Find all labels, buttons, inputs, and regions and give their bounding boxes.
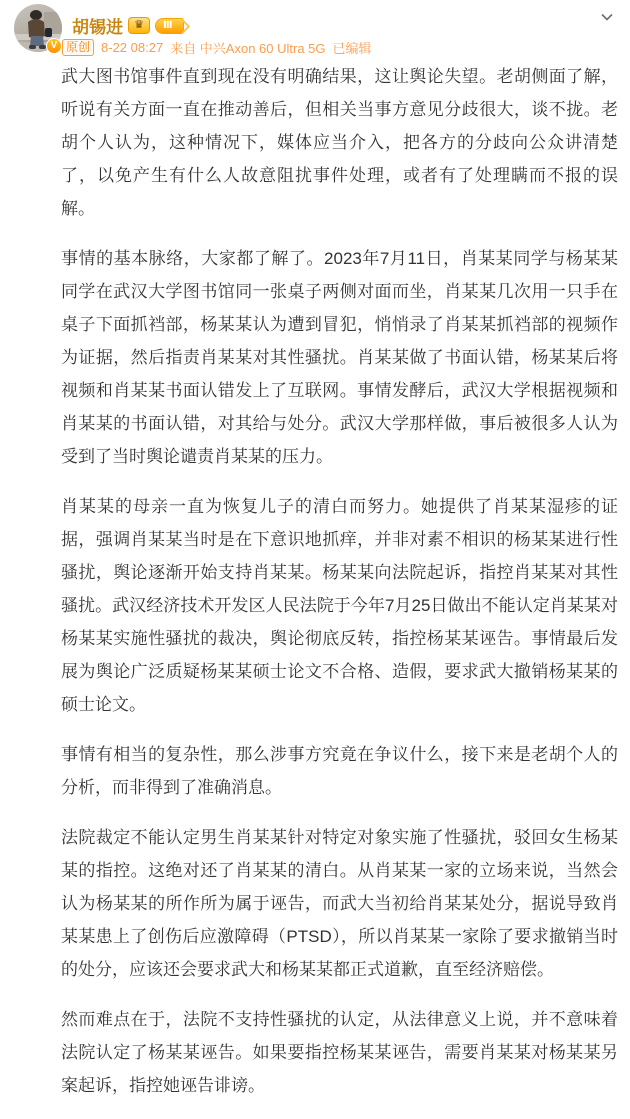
name-row — [72, 13, 184, 38]
post-header — [0, 0, 630, 62]
chevron-down-icon[interactable] — [596, 6, 618, 28]
post-paragraph: 然而难点在于，法院不支持性骚扰的认定，从法律意义上说，并不意味着法院认定了杨某某诬告。如果要指控杨某某诬告，需要肖某某对杨某某另案起诉，指控她诬告诽谤。 — [61, 1010, 618, 1095]
post-paragraph: 武大图书馆事件直到现在没有明确结果，这让舆论失望。老胡侧面了解，听说有关方面一直在推动善后，但相关当事方意见分歧很大，谈不拢。老胡个人认为，这种情况下，媒体应当介入，把各方的分歧向公众讲清楚了，以免产生有什么人故意阻扰事件处理，或者有了处理瞒而不报的误解。 — [61, 67, 618, 218]
post-paragraph: 法院裁定不能认定男生肖某某针对特定对象实施了性骚扰，驳回女生杨某某的指控。这绝对还了肖某某的清白。从肖某某一家的立场来说，当然会认为杨某某的所作所为属于诬告，而武大当初给肖某某处分，据说导致肖某某患上了创伤后应激障碍（PTSD），所以肖某某一家除了要求撤销当时的处分，应该还会要求武大和杨某某都正式道歉，直至经济赔偿。 — [61, 828, 618, 979]
post-paragraph: 事情的基本脉络，大家都了解了。2023年7月11日，肖某某同学与杨某某同学在武汉大学图书馆同一张桌子两侧对面而坐，肖某某几次用一只手在桌子下面抓裆部，杨某某认为遭到冒犯，悄悄录了肖某某抓裆部的视频作为证据，然后指责肖某某对其性骚扰。肖某某做了书面认错，杨某某后将视频和肖某某书面认错发上了互联网。事情发酵后，武汉大学根据视频和肖某某的书面认错，对其给与处分。武汉大学那样做，事后被很多人认为受到了当时舆论谴责肖某某的压力。 — [61, 249, 618, 466]
post-body — [61, 60, 618, 1119]
username[interactable]: 胡锡进 — [72, 18, 123, 37]
vip-level-badge[interactable]: Ⅲ — [155, 18, 184, 34]
crown-member-icon[interactable]: ♛ — [128, 17, 150, 34]
edited-label[interactable]: 已编辑 — [332, 41, 372, 56]
verified-v-icon: V — [46, 38, 62, 54]
original-tag: 原创 — [62, 39, 94, 56]
meta-row — [62, 38, 372, 57]
post-paragraph: 肖某某的母亲一直为恢复儿子的清白而努力。她提供了肖某某湿疹的证据，强调肖某某当时是在下意识地抓痒，并非对素不相识的杨某某进行性骚扰，舆论逐渐开始支持肖某某。杨某某向法院起诉，指控肖某某对其性骚扰。武汉经济技术开发区人民法院于今年7月25日做出不能认定肖某某对杨某某实施性骚扰的裁决，舆论彻底反转，指控杨某某诬告。事情最后发展为舆论广泛质疑杨某某硕士论文不合格、造假，要求武大撤销杨某某的硕士论文。 — [61, 497, 618, 714]
source-link[interactable]: 来自 中兴Axon 60 Ultra 5G — [170, 41, 326, 56]
post-paragraph: 事情有相当的复杂性，那么涉事方究竟在争议什么，接下来是老胡个人的分析，而非得到了准确消息。 — [61, 745, 618, 797]
timestamp: 8-22 08:27 — [101, 40, 164, 55]
